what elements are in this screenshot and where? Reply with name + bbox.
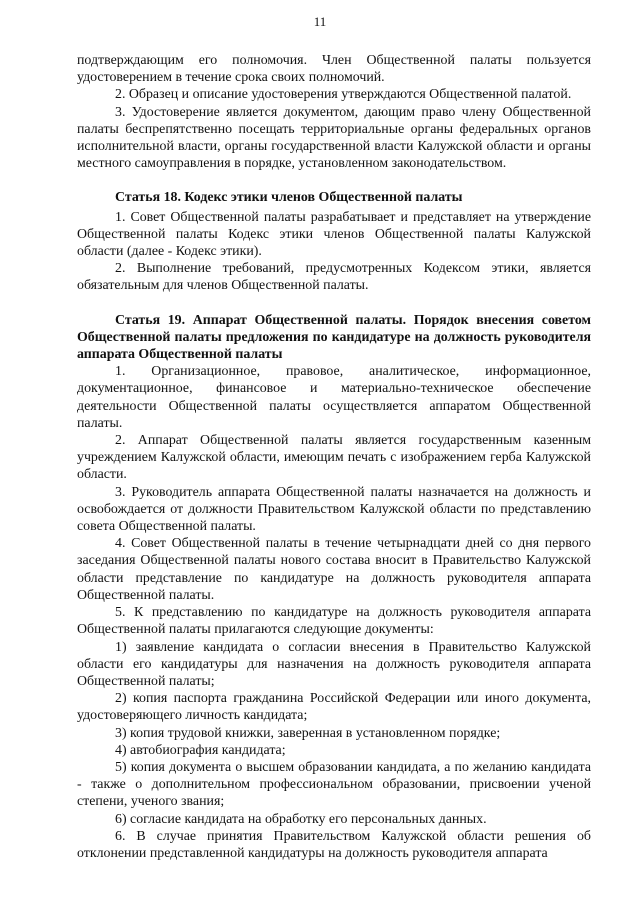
paragraph-item: 2. Выполнение требований, предусмотренных Кодексом этики, является обязательным для членов Общественной палаты. bbox=[77, 261, 591, 294]
list-item: 3) копия трудовой книжки, заверенная в установленном порядке; bbox=[115, 725, 501, 741]
list-item: 5) копия документа о высшем образовании кандидата, а по желанию кандидата - также о дополнительном профессиональном образовании, присвоении ученой степени, ученого звания; bbox=[77, 759, 591, 810]
paragraph-item: 3. Руководитель аппарата Общественной палаты назначается на должность и освобождается от должности Правительством Калужской области по представлению совета Общественной палаты. bbox=[77, 484, 591, 535]
paragraph-continuation: подтверждающим его полномочия. Член Общественной палаты пользуется удостоверением в течение срока своих полномочий. bbox=[77, 53, 591, 86]
paragraph-item: 3. Удостоверение является документом, дающим право члену Общественной палаты беспрепятственно посещать территориальные органы федеральных органов исполнительной власти, органы государственной власти Калужской области и органы местного самоуправления в порядке, установленном законодательством. bbox=[77, 104, 591, 172]
list-item: 4) автобиография кандидата; bbox=[115, 742, 286, 758]
paragraph-item: 2. Аппарат Общественной палаты является государственным казенным учреждением Калужской области, имеющим печать с изображением герба Калужской области. bbox=[77, 433, 591, 483]
article-18-heading: Статья 18. Кодекс этики членов Общественной палаты bbox=[115, 190, 463, 206]
paragraph-item: 2. Образец и описание удостоверения утверждаются Общественной палатой. bbox=[115, 87, 572, 103]
paragraph-item: 1. Организационное, правовое, аналитическое, информационное, документационное, финансовое и материально-техническое обеспечение деятельности Общественной палаты осуществляется аппаратом Общественной палаты. bbox=[77, 364, 591, 431]
list-item: 1) заявление кандидата о согласии внесения в Правительство Калужской области его кандидатуры для назначения на должность руководителя аппарата Общественной палаты; bbox=[77, 639, 591, 689]
page-number: 11 bbox=[313, 14, 327, 29]
paragraph-item: 1. Совет Общественной палаты разрабатывает и представляет на утверждение Общественной палаты Кодекс этики членов Общественной палаты Калужской области (далее - Кодекс этики). bbox=[77, 209, 591, 260]
document-body bbox=[77, 52, 591, 862]
paragraph-item: 6. В случае принятия Правительством Калужской области решения об отклонении представленной кандидатуры на должность руководителя аппарата bbox=[77, 828, 591, 861]
paragraph-item: 4. Совет Общественной палаты в течение четырнадцати дней со дня первого заседания Общественной палаты нового состава вносит в Правительство Калужской области представление по кандидатуре на должность руководителя аппарата Общественной палаты. bbox=[77, 536, 591, 603]
list-item: 2) копия паспорта гражданина Российской Федерации или иного документа, удостоверяющего личность кандидата; bbox=[77, 691, 591, 724]
list-item: 6) согласие кандидата на обработку его персональных данных. bbox=[115, 811, 487, 827]
article-19-heading: Статья 19. Аппарат Общественной палаты. Порядок внесения советом Общественной палаты предложения по кандидатуре на должность руководителя аппарата Общественной палаты bbox=[77, 312, 591, 363]
paragraph-item: 5. К представлению по кандидатуре на должность руководителя аппарата Общественной палаты прилагаются следующие документы: bbox=[77, 605, 591, 638]
